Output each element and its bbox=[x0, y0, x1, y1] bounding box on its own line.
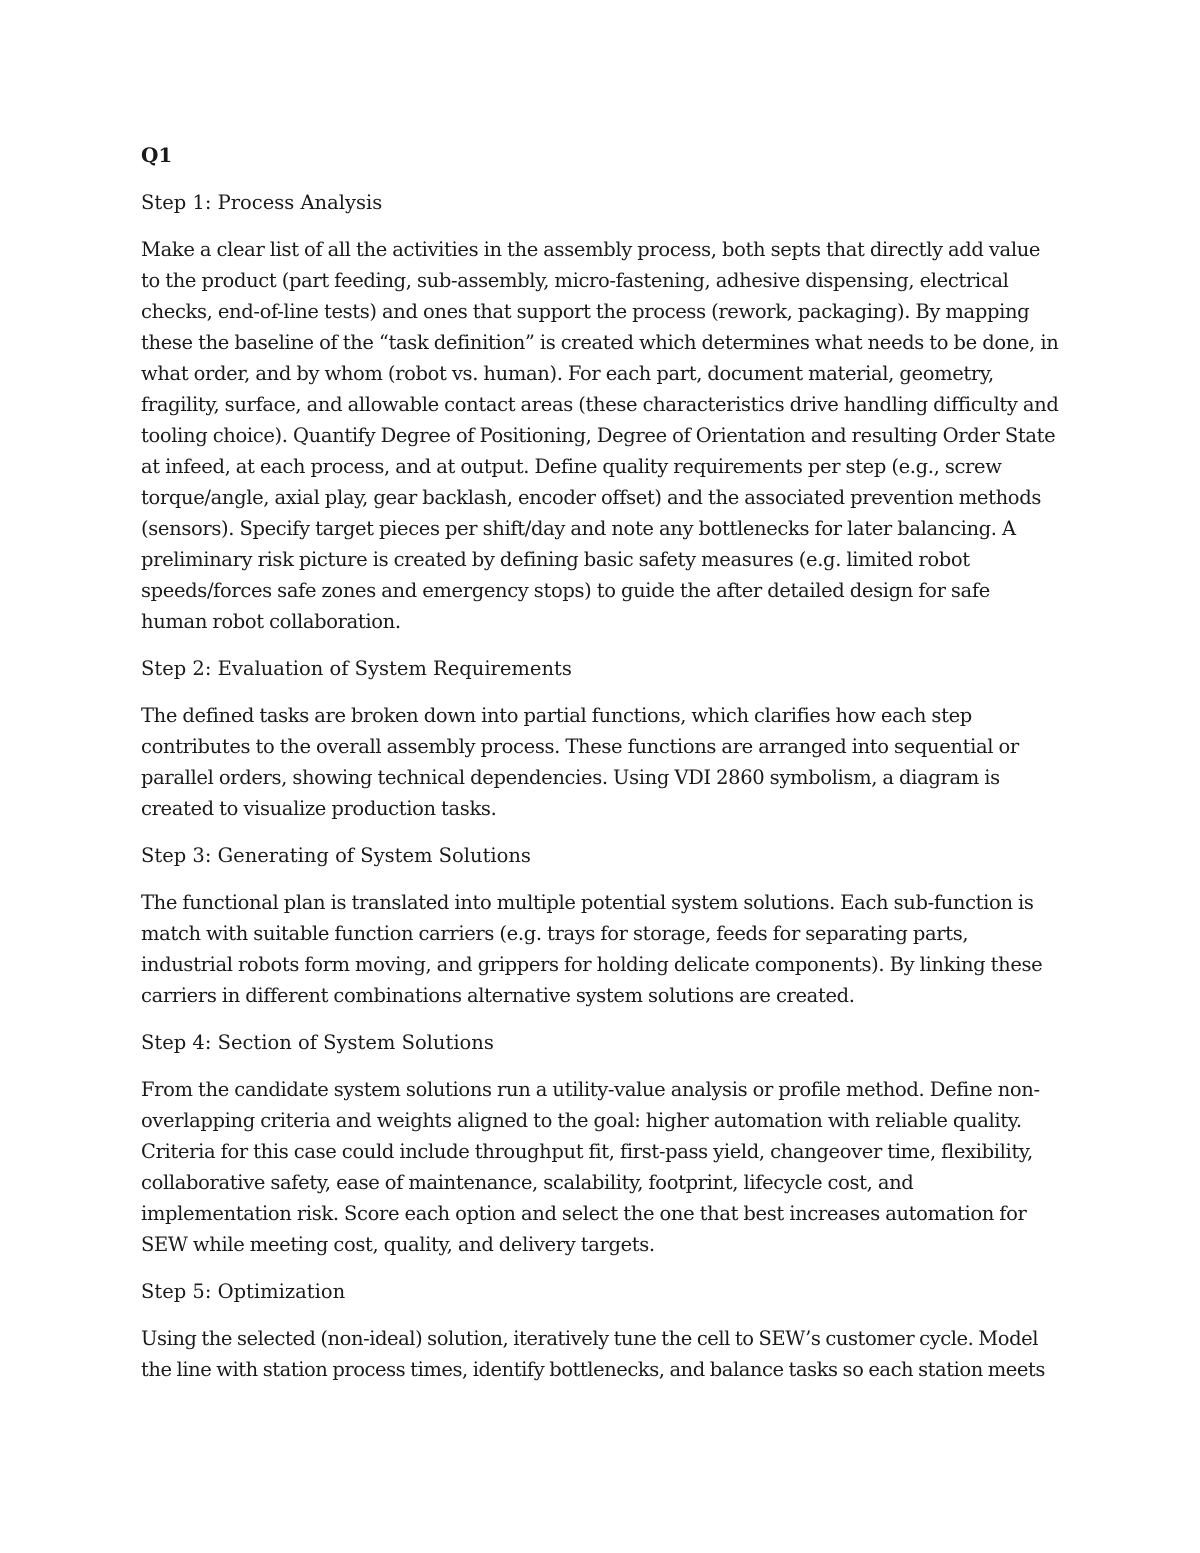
step-1-body: Make a clear list of all the activities in the assembly process, both septs that directly add value to the product (part feeding, sub-assembly, micro-fastening, adhesive dispensing, electrical checks, end-of-line tests) and ones that support the process (rework, packaging). By mapping these the baseline of the “task definition” is created which determines what needs to be done, in what order, and by whom (robot vs. human). For each part, document material, geometry, fragility, surface, and allowable contact areas (these characteristics drive handling difficulty and tooling choice). Quantify Degree of Positioning, Degree of Orientation and resulting Order State at infeed, at each process, and at output. Define quality requirements per step (e.g., screw torque/angle, axial play, gear backlash, encoder offset) and the associated prevention methods (sensors). Specify target pieces per shift/day and note any bottlenecks for later balancing. A preliminary risk picture is created by defining basic safety measures (e.g. limited robot speeds/forces safe zones and emergency stops) to guide the after detailed design for safe human robot collaboration. bbox=[141, 238, 1059, 633]
step-3-body: The functional plan is translated into multiple potential system solutions. Each sub-function is match with suitable function carriers (e.g. trays for storage, feeds for separating parts, industrial robots form moving, and grippers for holding delicate components). By linking these carriers in different combinations alternative system solutions are created. bbox=[141, 891, 1043, 1007]
question-heading: Q1 bbox=[141, 143, 173, 167]
step-3-title: Step 3: Generating of System Solutions bbox=[141, 844, 531, 867]
step-4-title: Step 4: Section of System Solutions bbox=[141, 1031, 494, 1054]
step-2-title: Step 2: Evaluation of System Requirements bbox=[141, 657, 572, 680]
step-1-title: Step 1: Process Analysis bbox=[141, 191, 383, 214]
step-4-body: From the candidate system solutions run a utility-value analysis or profile method. Define non-overlapping criteria and weights aligned to the goal: higher automation with reliable quality. Criteria for this case could include throughput fit, first-pass yield, changeover time, flexibility, collaborative safety, ease of maintenance, scalability, footprint, lifecycle cost, and implementation risk. Score each option and select the one that best increases automation for SEW while meeting cost, quality, and delivery targets. bbox=[141, 1078, 1040, 1256]
step-2-body: The defined tasks are broken down into partial functions, which clarifies how each step contributes to the overall assembly process. These functions are arranged into sequential or parallel orders, showing technical dependencies. Using VDI 2860 symbolism, a diagram is created to visualize production tasks. bbox=[141, 704, 1019, 820]
step-5-body: Using the selected (non-ideal) solution, iteratively tune the cell to SEW’s customer cycle. Model the line with station process times, identify bottlenecks, and balance tasks so each station meets bbox=[141, 1327, 1045, 1381]
step-5-title: Step 5: Optimization bbox=[141, 1280, 346, 1303]
document-body bbox=[141, 140, 1059, 1401]
